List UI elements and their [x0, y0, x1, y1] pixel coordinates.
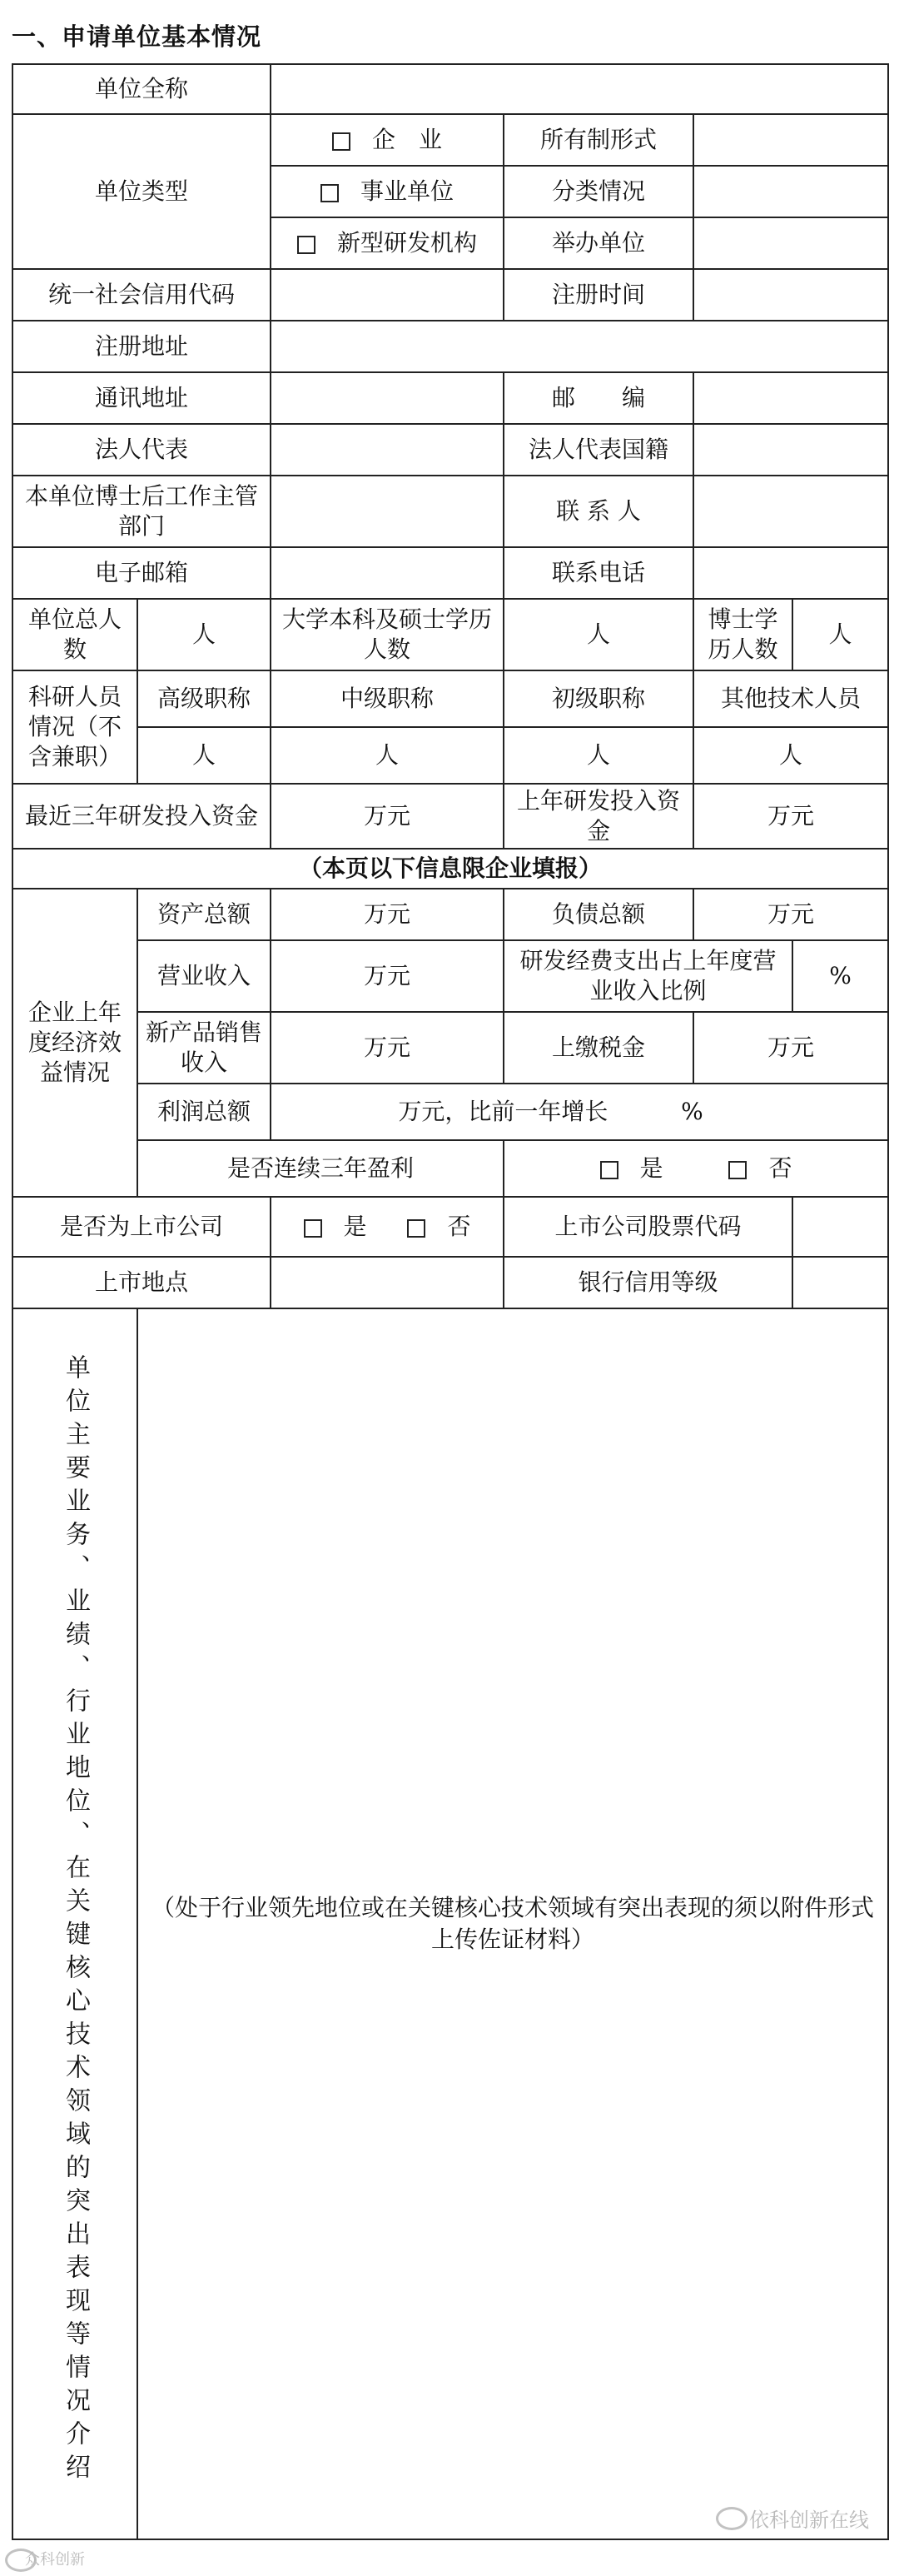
profit-growth-text: 万元，比前一年增长 [398, 1098, 608, 1125]
econ-label: 企业上年度经济效益情况 [12, 889, 137, 1197]
checkbox-icon[interactable] [600, 1161, 618, 1179]
contact-label: 联 系 人 [504, 476, 693, 547]
profit3-options [504, 1140, 888, 1197]
rd-last-label: 上年研发投入资金 [504, 784, 693, 849]
new-product-field[interactable]: 万元 [271, 1012, 504, 1084]
total-liabilities-label: 负债总额 [504, 889, 693, 940]
listed-label: 是否为上市公司 [12, 1197, 271, 1257]
email-field[interactable] [271, 547, 504, 599]
bachelor-master-label: 大学本科及硕士学历人数 [271, 599, 504, 670]
checkbox-icon[interactable] [297, 236, 315, 254]
total-liabilities-field[interactable]: 万元 [693, 889, 888, 940]
contact-field[interactable] [693, 476, 888, 547]
tax-label: 上缴税金 [504, 1012, 693, 1084]
listing-place-label: 上市地点 [12, 1257, 271, 1308]
mid-title-label: 中级职称 [271, 670, 504, 727]
email-label: 电子邮箱 [12, 547, 271, 599]
phone-label: 联系电话 [504, 547, 693, 599]
ownership-label: 所有制形式 [504, 114, 693, 166]
listed-yes-option[interactable]: 是 [304, 1212, 367, 1242]
unit-type-rd-org-option[interactable]: 新型研发机构 [271, 217, 504, 269]
business-label: 单位主要业务、业绩、行业地位、在关键核心技术领域的突出表现等情况介绍 [61, 1353, 90, 2487]
section-title: 一、申请单位基本情况 [12, 22, 262, 51]
full-name-label: 单位全称 [12, 64, 271, 114]
total-assets-field[interactable]: 万元 [271, 889, 504, 940]
rd-3yr-label: 最近三年研发投入资金 [12, 784, 271, 849]
profit-growth-percent: % [681, 1098, 703, 1125]
phone-field[interactable] [693, 547, 888, 599]
mail-address-label: 通讯地址 [12, 372, 271, 424]
listed-no-option[interactable]: 否 [407, 1212, 470, 1242]
checkbox-icon[interactable] [304, 1219, 322, 1238]
checkbox-icon[interactable] [728, 1161, 747, 1179]
business-description-field[interactable] [137, 1308, 888, 2539]
legal-rep-nationality-field[interactable] [693, 424, 888, 476]
reg-time-field[interactable] [693, 269, 888, 321]
listing-place-field[interactable] [271, 1257, 504, 1308]
postcode-field[interactable] [693, 372, 888, 424]
junior-title-label: 初级职称 [504, 670, 693, 727]
credit-code-field[interactable] [271, 269, 504, 321]
postcode-label: 邮 编 [504, 372, 693, 424]
bank-credit-field[interactable] [792, 1257, 888, 1308]
sponsor-label: 举办单位 [504, 217, 693, 269]
junior-title-field[interactable]: 人 [504, 727, 693, 784]
senior-title-field[interactable]: 人 [137, 727, 271, 784]
ownership-field[interactable] [693, 114, 888, 166]
unit-type-enterprise-option[interactable]: 企 业 [271, 114, 504, 166]
credit-code-label: 统一社会信用代码 [12, 269, 271, 321]
full-name-field[interactable] [271, 64, 888, 114]
profit3-label: 是否连续三年盈利 [137, 1140, 504, 1197]
rd-3yr-field[interactable]: 万元 [271, 784, 504, 849]
researchers-label: 科研人员情况（不含兼职） [12, 670, 137, 784]
new-product-label: 新产品销售收入 [137, 1012, 271, 1084]
total-staff-field[interactable]: 人 [137, 599, 271, 670]
profit-field[interactable] [271, 1084, 888, 1140]
rd-ratio-label: 研发经费支出占上年度营业收入比例 [504, 940, 792, 1012]
stock-code-field[interactable] [792, 1197, 888, 1257]
bachelor-master-field[interactable]: 人 [504, 599, 693, 670]
profit-label: 利润总额 [137, 1084, 271, 1140]
other-tech-label: 其他技术人员 [693, 670, 888, 727]
mail-address-field[interactable] [271, 372, 504, 424]
classification-field[interactable] [693, 166, 888, 217]
checkbox-icon[interactable] [320, 184, 339, 202]
profit3-yes-option[interactable]: 是 [600, 1153, 663, 1183]
rd-last-field[interactable]: 万元 [693, 784, 888, 849]
reg-time-label: 注册时间 [504, 269, 693, 321]
phd-field[interactable]: 人 [792, 599, 888, 670]
sponsor-field[interactable] [693, 217, 888, 269]
application-form-table [12, 63, 889, 2540]
reg-address-label: 注册地址 [12, 321, 271, 372]
profit3-no-option[interactable]: 否 [728, 1153, 792, 1183]
legal-rep-label: 法人代表 [12, 424, 271, 476]
tax-field[interactable]: 万元 [693, 1012, 888, 1084]
bank-credit-label: 银行信用等级 [504, 1257, 792, 1308]
postdoc-dept-field[interactable] [271, 476, 504, 547]
unit-type-institution-option[interactable]: 事业单位 [271, 166, 504, 217]
stock-code-label: 上市公司股票代码 [504, 1197, 792, 1257]
total-staff-label: 单位总人数 [12, 599, 137, 670]
wechat-logo-icon [716, 2507, 748, 2530]
business-label-cell [12, 1308, 137, 2539]
unit-type-label: 单位类型 [12, 114, 271, 269]
postdoc-dept-label: 本单位博士后工作主管部门 [12, 476, 271, 547]
senior-title-label: 高级职称 [137, 670, 271, 727]
checkbox-icon[interactable] [407, 1219, 425, 1238]
total-assets-label: 资产总额 [137, 889, 271, 940]
legal-rep-field[interactable] [271, 424, 504, 476]
revenue-field[interactable]: 万元 [271, 940, 504, 1012]
rd-ratio-field[interactable]: % [792, 940, 888, 1012]
business-note: （处于行业领先地位或在关键核心技术领域有突出表现的须以附件形式上传佐证材料） [151, 1894, 875, 1953]
checkbox-icon[interactable] [332, 132, 350, 151]
listed-options [271, 1197, 504, 1257]
reg-address-field[interactable] [271, 321, 888, 372]
enterprise-only-note: （本页以下信息限企业填报） [12, 849, 888, 889]
mid-title-field[interactable]: 人 [271, 727, 504, 784]
watermark-left: 众科创新 [25, 2551, 85, 2569]
revenue-label: 营业收入 [137, 940, 271, 1012]
watermark-right: 依科创新在线 [749, 2509, 869, 2532]
legal-rep-nationality-label: 法人代表国籍 [504, 424, 693, 476]
phd-label: 博士学历人数 [693, 599, 792, 670]
other-tech-field[interactable]: 人 [693, 727, 888, 784]
classification-label: 分类情况 [504, 166, 693, 217]
